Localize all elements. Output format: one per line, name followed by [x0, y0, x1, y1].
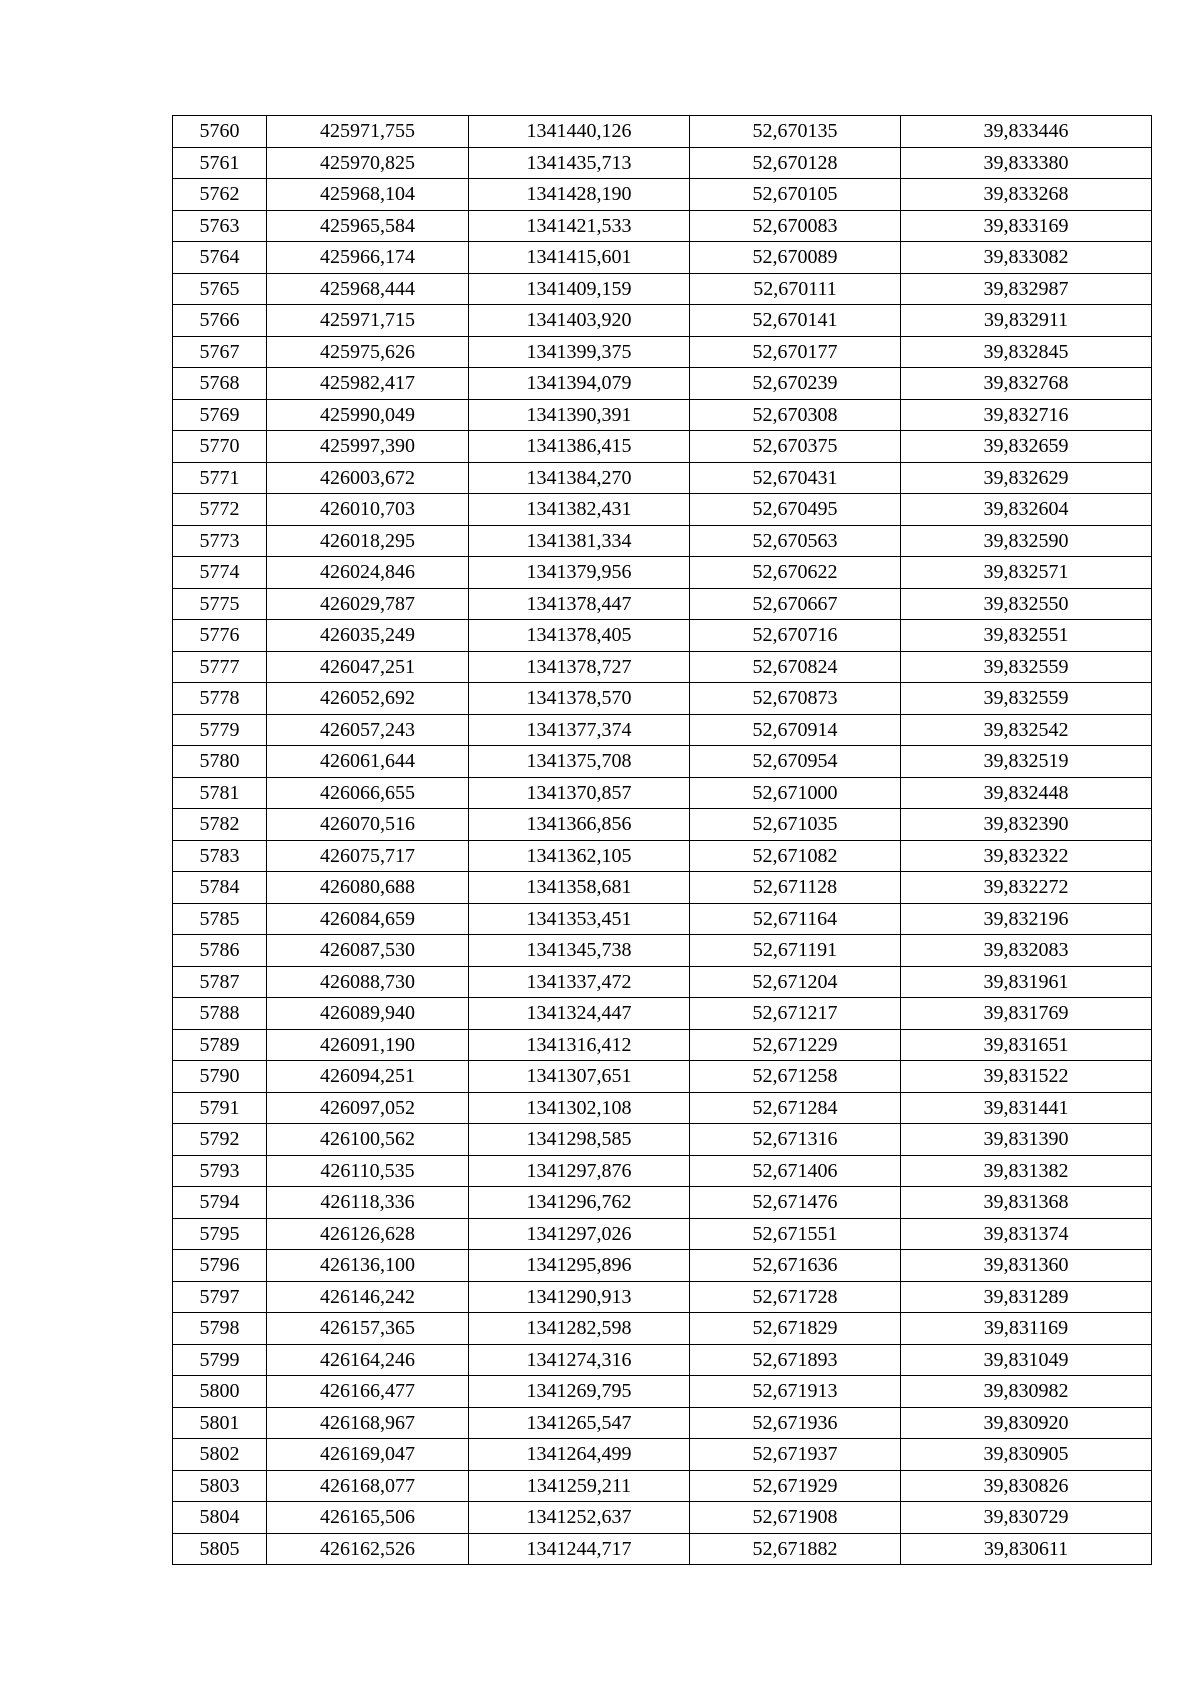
latitude-cell: 52,671476 — [690, 1187, 901, 1219]
longitude-cell: 39,832196 — [901, 903, 1152, 935]
x-coordinate-cell: 426100,562 — [267, 1124, 469, 1156]
y-coordinate-cell: 1341297,026 — [469, 1218, 690, 1250]
point-number-cell: 5767 — [173, 336, 267, 368]
point-number-cell: 5772 — [173, 494, 267, 526]
point-number-cell: 5795 — [173, 1218, 267, 1250]
latitude-cell: 52,671217 — [690, 998, 901, 1030]
y-coordinate-cell: 1341403,920 — [469, 305, 690, 337]
longitude-cell: 39,830611 — [901, 1533, 1152, 1565]
latitude-cell: 52,670083 — [690, 210, 901, 242]
x-coordinate-cell: 426165,506 — [267, 1502, 469, 1534]
latitude-cell: 52,670563 — [690, 525, 901, 557]
x-coordinate-cell: 426087,530 — [267, 935, 469, 967]
point-number-cell: 5774 — [173, 557, 267, 589]
longitude-cell: 39,832390 — [901, 809, 1152, 841]
point-number-cell: 5778 — [173, 683, 267, 715]
table-row — [173, 1218, 1152, 1250]
y-coordinate-cell: 1341415,601 — [469, 242, 690, 274]
x-coordinate-cell: 426080,688 — [267, 872, 469, 904]
table-row — [173, 1502, 1152, 1534]
longitude-cell: 39,832519 — [901, 746, 1152, 778]
x-coordinate-cell: 426146,242 — [267, 1281, 469, 1313]
y-coordinate-cell: 1341382,431 — [469, 494, 690, 526]
x-coordinate-cell: 425965,584 — [267, 210, 469, 242]
longitude-cell: 39,833268 — [901, 179, 1152, 211]
point-number-cell: 5804 — [173, 1502, 267, 1534]
latitude-cell: 52,670914 — [690, 714, 901, 746]
x-coordinate-cell: 426097,052 — [267, 1092, 469, 1124]
table-row — [173, 1533, 1152, 1565]
table-row — [173, 714, 1152, 746]
x-coordinate-cell: 425968,104 — [267, 179, 469, 211]
y-coordinate-cell: 1341358,681 — [469, 872, 690, 904]
y-coordinate-cell: 1341378,447 — [469, 588, 690, 620]
x-coordinate-cell: 426168,077 — [267, 1470, 469, 1502]
x-coordinate-cell: 426164,246 — [267, 1344, 469, 1376]
table-row — [173, 116, 1152, 148]
table-row — [173, 1439, 1152, 1471]
table-row — [173, 242, 1152, 274]
longitude-cell: 39,832322 — [901, 840, 1152, 872]
x-coordinate-cell: 426070,516 — [267, 809, 469, 841]
latitude-cell: 52,671882 — [690, 1533, 901, 1565]
y-coordinate-cell: 1341244,717 — [469, 1533, 690, 1565]
point-number-cell: 5771 — [173, 462, 267, 494]
point-number-cell: 5765 — [173, 273, 267, 305]
y-coordinate-cell: 1341379,956 — [469, 557, 690, 589]
table-row — [173, 1407, 1152, 1439]
table-row — [173, 777, 1152, 809]
point-number-cell: 5789 — [173, 1029, 267, 1061]
longitude-cell: 39,830982 — [901, 1376, 1152, 1408]
y-coordinate-cell: 1341440,126 — [469, 116, 690, 148]
latitude-cell: 52,671082 — [690, 840, 901, 872]
point-number-cell: 5798 — [173, 1313, 267, 1345]
point-number-cell: 5791 — [173, 1092, 267, 1124]
latitude-cell: 52,671728 — [690, 1281, 901, 1313]
y-coordinate-cell: 1341421,533 — [469, 210, 690, 242]
x-coordinate-cell: 425997,390 — [267, 431, 469, 463]
y-coordinate-cell: 1341337,472 — [469, 966, 690, 998]
x-coordinate-cell: 425982,417 — [267, 368, 469, 400]
latitude-cell: 52,671258 — [690, 1061, 901, 1093]
point-number-cell: 5786 — [173, 935, 267, 967]
longitude-cell: 39,831382 — [901, 1155, 1152, 1187]
y-coordinate-cell: 1341297,876 — [469, 1155, 690, 1187]
latitude-cell: 52,670622 — [690, 557, 901, 589]
longitude-cell: 39,832272 — [901, 872, 1152, 904]
point-number-cell: 5776 — [173, 620, 267, 652]
x-coordinate-cell: 426091,190 — [267, 1029, 469, 1061]
y-coordinate-cell: 1341295,896 — [469, 1250, 690, 1282]
x-coordinate-cell: 426047,251 — [267, 651, 469, 683]
x-coordinate-cell: 425990,049 — [267, 399, 469, 431]
y-coordinate-cell: 1341386,415 — [469, 431, 690, 463]
longitude-cell: 39,832629 — [901, 462, 1152, 494]
x-coordinate-cell: 426088,730 — [267, 966, 469, 998]
latitude-cell: 52,670128 — [690, 147, 901, 179]
table-row — [173, 525, 1152, 557]
y-coordinate-cell: 1341378,727 — [469, 651, 690, 683]
point-number-cell: 5794 — [173, 1187, 267, 1219]
longitude-cell: 39,830905 — [901, 1439, 1152, 1471]
latitude-cell: 52,671128 — [690, 872, 901, 904]
table-row — [173, 588, 1152, 620]
latitude-cell: 52,671893 — [690, 1344, 901, 1376]
y-coordinate-cell: 1341377,374 — [469, 714, 690, 746]
longitude-cell: 39,832551 — [901, 620, 1152, 652]
x-coordinate-cell: 426024,846 — [267, 557, 469, 589]
x-coordinate-cell: 426169,047 — [267, 1439, 469, 1471]
latitude-cell: 52,671316 — [690, 1124, 901, 1156]
x-coordinate-cell: 426089,940 — [267, 998, 469, 1030]
table-row — [173, 1187, 1152, 1219]
table-row — [173, 179, 1152, 211]
longitude-cell: 39,831360 — [901, 1250, 1152, 1282]
latitude-cell: 52,670954 — [690, 746, 901, 778]
latitude-cell: 52,671164 — [690, 903, 901, 935]
longitude-cell: 39,832604 — [901, 494, 1152, 526]
table-row — [173, 305, 1152, 337]
longitude-cell: 39,832083 — [901, 935, 1152, 967]
x-coordinate-cell: 426136,100 — [267, 1250, 469, 1282]
latitude-cell: 52,671284 — [690, 1092, 901, 1124]
x-coordinate-cell: 425971,715 — [267, 305, 469, 337]
point-number-cell: 5761 — [173, 147, 267, 179]
table-row — [173, 368, 1152, 400]
x-coordinate-cell: 426118,336 — [267, 1187, 469, 1219]
longitude-cell: 39,832768 — [901, 368, 1152, 400]
longitude-cell: 39,831961 — [901, 966, 1152, 998]
point-number-cell: 5790 — [173, 1061, 267, 1093]
latitude-cell: 52,671929 — [690, 1470, 901, 1502]
point-number-cell: 5783 — [173, 840, 267, 872]
point-number-cell: 5762 — [173, 179, 267, 211]
table-row — [173, 399, 1152, 431]
y-coordinate-cell: 1341370,857 — [469, 777, 690, 809]
y-coordinate-cell: 1341324,447 — [469, 998, 690, 1030]
x-coordinate-cell: 426029,787 — [267, 588, 469, 620]
y-coordinate-cell: 1341384,270 — [469, 462, 690, 494]
y-coordinate-cell: 1341375,708 — [469, 746, 690, 778]
longitude-cell: 39,833446 — [901, 116, 1152, 148]
latitude-cell: 52,671936 — [690, 1407, 901, 1439]
x-coordinate-cell: 426094,251 — [267, 1061, 469, 1093]
table-row — [173, 809, 1152, 841]
x-coordinate-cell: 426110,535 — [267, 1155, 469, 1187]
longitude-cell: 39,832845 — [901, 336, 1152, 368]
latitude-cell: 52,670089 — [690, 242, 901, 274]
point-number-cell: 5800 — [173, 1376, 267, 1408]
point-number-cell: 5797 — [173, 1281, 267, 1313]
latitude-cell: 52,670716 — [690, 620, 901, 652]
point-number-cell: 5779 — [173, 714, 267, 746]
point-number-cell: 5787 — [173, 966, 267, 998]
x-coordinate-cell: 426075,717 — [267, 840, 469, 872]
y-coordinate-cell: 1341399,375 — [469, 336, 690, 368]
x-coordinate-cell: 425968,444 — [267, 273, 469, 305]
table-row — [173, 336, 1152, 368]
latitude-cell: 52,671908 — [690, 1502, 901, 1534]
longitude-cell: 39,832590 — [901, 525, 1152, 557]
point-number-cell: 5782 — [173, 809, 267, 841]
table-row — [173, 210, 1152, 242]
point-number-cell: 5781 — [173, 777, 267, 809]
y-coordinate-cell: 1341298,585 — [469, 1124, 690, 1156]
longitude-cell: 39,831368 — [901, 1187, 1152, 1219]
y-coordinate-cell: 1341362,105 — [469, 840, 690, 872]
table-row — [173, 651, 1152, 683]
table-row — [173, 966, 1152, 998]
y-coordinate-cell: 1341394,079 — [469, 368, 690, 400]
x-coordinate-cell: 425970,825 — [267, 147, 469, 179]
latitude-cell: 52,670141 — [690, 305, 901, 337]
latitude-cell: 52,670308 — [690, 399, 901, 431]
table-row — [173, 840, 1152, 872]
point-number-cell: 5760 — [173, 116, 267, 148]
x-coordinate-cell: 426066,655 — [267, 777, 469, 809]
point-number-cell: 5784 — [173, 872, 267, 904]
latitude-cell: 52,671937 — [690, 1439, 901, 1471]
x-coordinate-cell: 426166,477 — [267, 1376, 469, 1408]
coordinates-table-body — [173, 116, 1152, 1565]
longitude-cell: 39,832542 — [901, 714, 1152, 746]
latitude-cell: 52,671913 — [690, 1376, 901, 1408]
latitude-cell: 52,670431 — [690, 462, 901, 494]
longitude-cell: 39,831289 — [901, 1281, 1152, 1313]
point-number-cell: 5792 — [173, 1124, 267, 1156]
latitude-cell: 52,670375 — [690, 431, 901, 463]
y-coordinate-cell: 1341290,913 — [469, 1281, 690, 1313]
table-row — [173, 431, 1152, 463]
y-coordinate-cell: 1341307,651 — [469, 1061, 690, 1093]
coordinates-table — [172, 115, 1152, 1565]
longitude-cell: 39,831374 — [901, 1218, 1152, 1250]
point-number-cell: 5775 — [173, 588, 267, 620]
y-coordinate-cell: 1341390,391 — [469, 399, 690, 431]
table-row — [173, 147, 1152, 179]
point-number-cell: 5768 — [173, 368, 267, 400]
y-coordinate-cell: 1341378,405 — [469, 620, 690, 652]
latitude-cell: 52,671636 — [690, 1250, 901, 1282]
longitude-cell: 39,832987 — [901, 273, 1152, 305]
table-row — [173, 620, 1152, 652]
table-row — [173, 1281, 1152, 1313]
longitude-cell: 39,830920 — [901, 1407, 1152, 1439]
latitude-cell: 52,670135 — [690, 116, 901, 148]
latitude-cell: 52,670111 — [690, 273, 901, 305]
longitude-cell: 39,830729 — [901, 1502, 1152, 1534]
point-number-cell: 5802 — [173, 1439, 267, 1471]
point-number-cell: 5803 — [173, 1470, 267, 1502]
y-coordinate-cell: 1341264,499 — [469, 1439, 690, 1471]
table-row — [173, 557, 1152, 589]
y-coordinate-cell: 1341366,856 — [469, 809, 690, 841]
point-number-cell: 5770 — [173, 431, 267, 463]
longitude-cell: 39,833380 — [901, 147, 1152, 179]
table-row — [173, 746, 1152, 778]
x-coordinate-cell: 426168,967 — [267, 1407, 469, 1439]
table-row — [173, 998, 1152, 1030]
point-number-cell: 5805 — [173, 1533, 267, 1565]
table-row — [173, 494, 1152, 526]
x-coordinate-cell: 426052,692 — [267, 683, 469, 715]
y-coordinate-cell: 1341269,795 — [469, 1376, 690, 1408]
y-coordinate-cell: 1341259,211 — [469, 1470, 690, 1502]
latitude-cell: 52,670177 — [690, 336, 901, 368]
table-row — [173, 1250, 1152, 1282]
x-coordinate-cell: 426003,672 — [267, 462, 469, 494]
latitude-cell: 52,670667 — [690, 588, 901, 620]
table-row — [173, 935, 1152, 967]
table-row — [173, 1155, 1152, 1187]
table-row — [173, 872, 1152, 904]
x-coordinate-cell: 425971,755 — [267, 116, 469, 148]
y-coordinate-cell: 1341409,159 — [469, 273, 690, 305]
table-row — [173, 1313, 1152, 1345]
y-coordinate-cell: 1341428,190 — [469, 179, 690, 211]
y-coordinate-cell: 1341345,738 — [469, 935, 690, 967]
latitude-cell: 52,670873 — [690, 683, 901, 715]
table-row — [173, 1061, 1152, 1093]
longitude-cell: 39,831522 — [901, 1061, 1152, 1093]
y-coordinate-cell: 1341296,762 — [469, 1187, 690, 1219]
longitude-cell: 39,831651 — [901, 1029, 1152, 1061]
x-coordinate-cell: 425966,174 — [267, 242, 469, 274]
x-coordinate-cell: 426018,295 — [267, 525, 469, 557]
point-number-cell: 5769 — [173, 399, 267, 431]
latitude-cell: 52,671551 — [690, 1218, 901, 1250]
latitude-cell: 52,670239 — [690, 368, 901, 400]
longitude-cell: 39,832911 — [901, 305, 1152, 337]
latitude-cell: 52,671229 — [690, 1029, 901, 1061]
point-number-cell: 5801 — [173, 1407, 267, 1439]
y-coordinate-cell: 1341302,108 — [469, 1092, 690, 1124]
table-row — [173, 1344, 1152, 1376]
longitude-cell: 39,833169 — [901, 210, 1152, 242]
point-number-cell: 5773 — [173, 525, 267, 557]
y-coordinate-cell: 1341274,316 — [469, 1344, 690, 1376]
table-row — [173, 1029, 1152, 1061]
y-coordinate-cell: 1341378,570 — [469, 683, 690, 715]
point-number-cell: 5788 — [173, 998, 267, 1030]
y-coordinate-cell: 1341381,334 — [469, 525, 690, 557]
x-coordinate-cell: 426035,249 — [267, 620, 469, 652]
latitude-cell: 52,670105 — [690, 179, 901, 211]
longitude-cell: 39,832659 — [901, 431, 1152, 463]
table-row — [173, 1092, 1152, 1124]
table-row — [173, 273, 1152, 305]
y-coordinate-cell: 1341265,547 — [469, 1407, 690, 1439]
point-number-cell: 5785 — [173, 903, 267, 935]
x-coordinate-cell: 426057,243 — [267, 714, 469, 746]
point-number-cell: 5780 — [173, 746, 267, 778]
longitude-cell: 39,832571 — [901, 557, 1152, 589]
y-coordinate-cell: 1341435,713 — [469, 147, 690, 179]
longitude-cell: 39,832716 — [901, 399, 1152, 431]
y-coordinate-cell: 1341282,598 — [469, 1313, 690, 1345]
point-number-cell: 5764 — [173, 242, 267, 274]
y-coordinate-cell: 1341316,412 — [469, 1029, 690, 1061]
point-number-cell: 5793 — [173, 1155, 267, 1187]
longitude-cell: 39,831769 — [901, 998, 1152, 1030]
table-row — [173, 903, 1152, 935]
latitude-cell: 52,670824 — [690, 651, 901, 683]
table-row — [173, 1124, 1152, 1156]
point-number-cell: 5796 — [173, 1250, 267, 1282]
latitude-cell: 52,670495 — [690, 494, 901, 526]
latitude-cell: 52,671191 — [690, 935, 901, 967]
longitude-cell: 39,832559 — [901, 683, 1152, 715]
table-row — [173, 683, 1152, 715]
x-coordinate-cell: 426157,365 — [267, 1313, 469, 1345]
longitude-cell: 39,830826 — [901, 1470, 1152, 1502]
longitude-cell: 39,833082 — [901, 242, 1152, 274]
table-row — [173, 1470, 1152, 1502]
longitude-cell: 39,831390 — [901, 1124, 1152, 1156]
latitude-cell: 52,671000 — [690, 777, 901, 809]
longitude-cell: 39,831049 — [901, 1344, 1152, 1376]
longitude-cell: 39,832559 — [901, 651, 1152, 683]
x-coordinate-cell: 425975,626 — [267, 336, 469, 368]
point-number-cell: 5766 — [173, 305, 267, 337]
y-coordinate-cell: 1341252,637 — [469, 1502, 690, 1534]
point-number-cell: 5799 — [173, 1344, 267, 1376]
latitude-cell: 52,671035 — [690, 809, 901, 841]
longitude-cell: 39,831441 — [901, 1092, 1152, 1124]
longitude-cell: 39,831169 — [901, 1313, 1152, 1345]
longitude-cell: 39,832448 — [901, 777, 1152, 809]
point-number-cell: 5763 — [173, 210, 267, 242]
x-coordinate-cell: 426010,703 — [267, 494, 469, 526]
y-coordinate-cell: 1341353,451 — [469, 903, 690, 935]
latitude-cell: 52,671829 — [690, 1313, 901, 1345]
x-coordinate-cell: 426126,628 — [267, 1218, 469, 1250]
table-row — [173, 462, 1152, 494]
x-coordinate-cell: 426162,526 — [267, 1533, 469, 1565]
x-coordinate-cell: 426061,644 — [267, 746, 469, 778]
latitude-cell: 52,671406 — [690, 1155, 901, 1187]
x-coordinate-cell: 426084,659 — [267, 903, 469, 935]
latitude-cell: 52,671204 — [690, 966, 901, 998]
longitude-cell: 39,832550 — [901, 588, 1152, 620]
point-number-cell: 5777 — [173, 651, 267, 683]
table-row — [173, 1376, 1152, 1408]
